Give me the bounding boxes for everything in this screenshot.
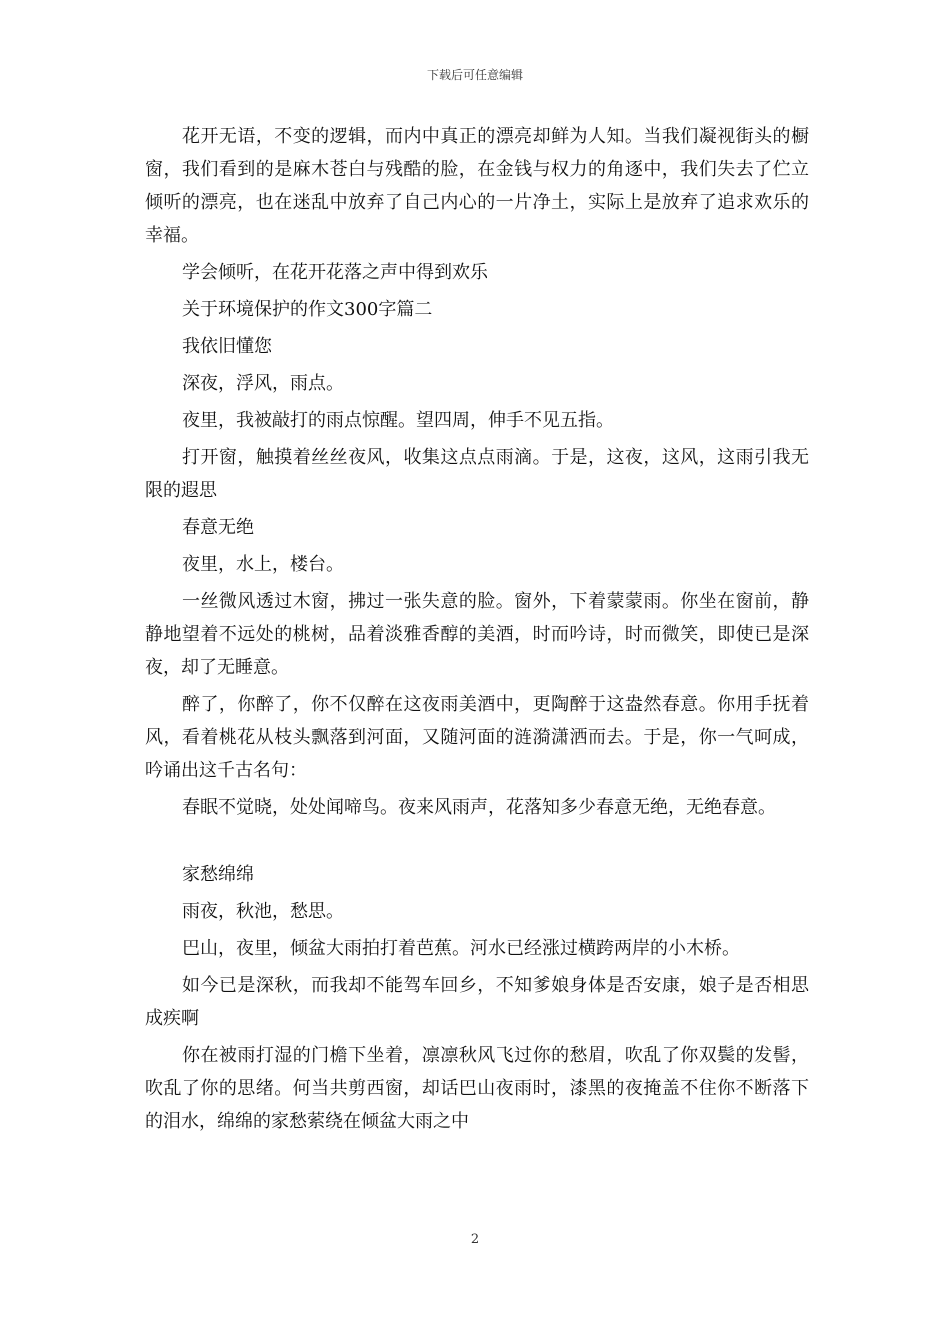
poem-line: 春眠不觉晓，处处闻啼鸟。夜来风雨声，花落知多少春意无绝，无绝春意。 — [182, 797, 776, 818]
paragraph: 巴山，夜里，倾盆大雨拍打着芭蕉。河水已经涨过横跨两岸的小木桥。 — [182, 938, 740, 959]
paragraph: 雨夜，秋池，愁思。 — [182, 901, 344, 922]
paragraph: 一丝微风透过木窗，拂过一张失意的脸。窗外，下着蒙蒙雨。你坐在窗前，静静地望着不远处的桃树，品着淡雅香醇的美酒，时而吟诗，时而微笑，即使已是深夜，却了无睡意。 — [145, 591, 809, 678]
subheading: 春意无绝 — [182, 517, 254, 538]
paragraph: 深夜，浮风，雨点。 — [182, 373, 344, 394]
page-header: 下载后可任意编辑 — [426, 68, 523, 82]
page-number: 2 — [470, 1232, 480, 1247]
section-title: 关于环境保护的作文300字篇二 — [182, 299, 433, 320]
subheading: 我依旧懂您 — [182, 336, 272, 357]
paragraph: 夜里，我被敲打的雨点惊醒。望四周，伸手不见五指。 — [182, 410, 614, 431]
blank-line — [145, 828, 809, 858]
paragraph: 如今已是深秋，而我却不能驾车回乡，不知爹娘身体是否安康，娘子是否相思成疾啊 — [145, 975, 809, 1029]
paragraph: 醉了，你醉了，你不仅醉在这夜雨美酒中，更陶醉于这盎然春意。你用手抚着风，看着桃花从枝头飘落到河面，又随河面的涟漪潇洒而去。于是，你一气呵成，吟诵出这千古名句： — [145, 694, 809, 781]
paragraph: 学会倾听，在花开花落之声中得到欢乐 — [182, 262, 488, 283]
subheading: 家愁绵绵 — [182, 864, 254, 885]
paragraph: 花开无语，不变的逻辑，而内中真正的漂亮却鲜为人知。当我们凝视街头的橱窗，我们看到的是麻木苍白与残酷的脸，在金钱与权力的角逐中，我们失去了伫立倾听的漂亮，也在迷乱中放弃了自己内心的一片净土，实际上是放弃了追求欢乐的幸福。 — [145, 126, 809, 246]
paragraph: 你在被雨打湿的门檐下坐着，凛凛秋风飞过你的愁眉，吹乱了你双鬓的发髻，吹乱了你的思绪。何当共剪西窗，却话巴山夜雨时，漆黑的夜掩盖不住你不断落下的泪水，绵绵的家愁萦绕在倾盆大雨之中 — [145, 1045, 809, 1132]
paragraph: 打开窗，触摸着丝丝夜风，收集这点点雨滴。于是，这夜，这风，这雨引我无限的遐思 — [145, 447, 809, 501]
document-body — [145, 120, 809, 1142]
paragraph: 夜里，水上，楼台。 — [182, 554, 344, 575]
